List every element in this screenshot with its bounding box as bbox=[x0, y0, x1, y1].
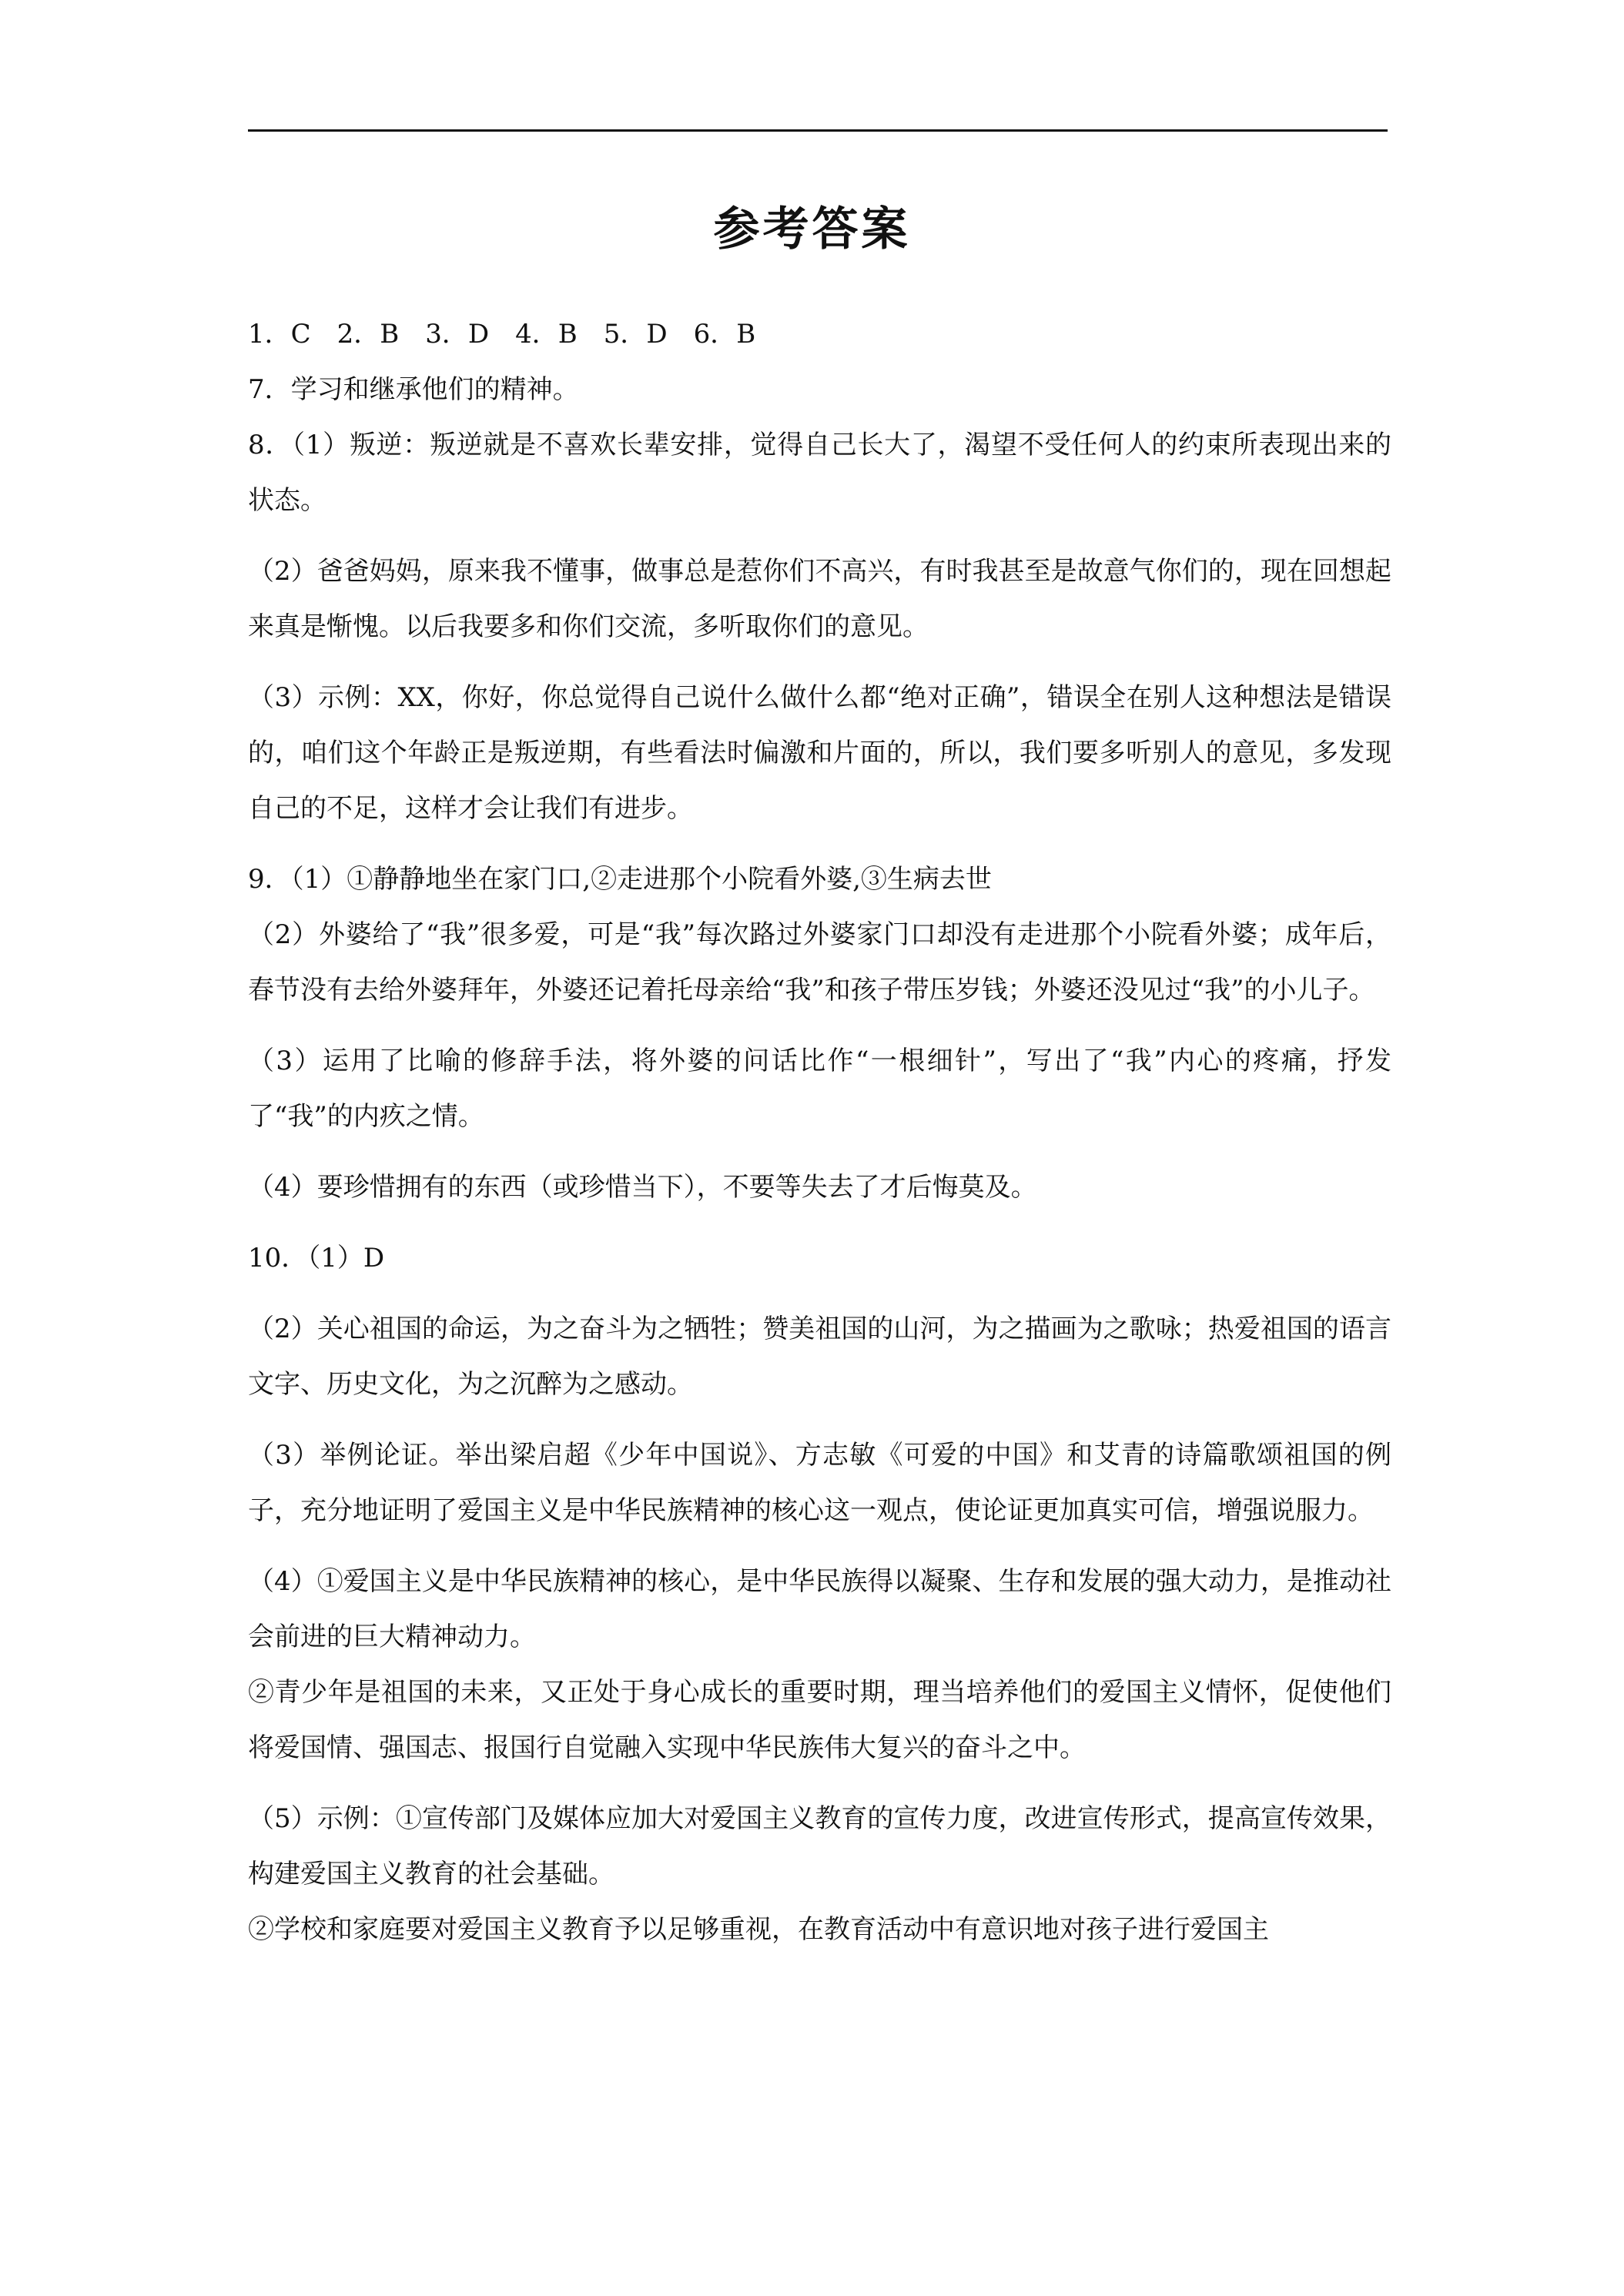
header-rule bbox=[248, 129, 1388, 132]
answer-9-2: （2）外婆给了“我”很多爱，可是“我”每次路过外婆家门口却没有走进那个小院看外婆；成年后，春节没有去给外婆拜年，外婆还记着托母亲给“我”和孩子带压岁钱；外婆还没见过“我”的小儿子。 bbox=[248, 919, 1391, 1006]
answer-10-2: （2）关心祖国的命运，为之奋斗为之牺牲；赞美祖国的山河，为之描画为之歌咏；热爱祖国的语言文字、历史文化，为之沉醉为之感动。 bbox=[248, 1314, 1391, 1400]
answer-10-3: （3）举例论证。举出梁启超《少年中国说》、方志敏《可爱的中国》和艾青的诗篇歌颂祖国的例子，充分地证明了爱国主义是中华民族精神的核心这一观点，使论证更加真实可信，增强说服力。 bbox=[248, 1440, 1391, 1526]
answer-10-1: 10．（1）D bbox=[248, 1243, 385, 1274]
answer-9-1: 9．（1）①静静地坐在家门口,②走进那个小院看外婆,③生病去世 bbox=[248, 864, 992, 895]
answer-8-3: （3）示例：XX，你好，你总觉得自己说什么做什么都“绝对正确”，错误全在别人这种想法是错误的，咱们这个年龄正是叛逆期，有些看法时偏激和片面的，所以，我们要多听别人的意见，多发现自己的不足，这样才会让我们有进步。 bbox=[248, 682, 1391, 824]
answer-10-5-a: （5）示例：①宣传部门及媒体应加大对爱国主义教育的宣传力度，改进宣传形式，提高宣传效果，构建爱国主义教育的社会基础。 bbox=[248, 1803, 1391, 1889]
answer-8-1: 8．（1）叛逆：叛逆就是不喜欢长辈安排，觉得自己长大了，渴望不受任何人的约束所表现出来的状态。 bbox=[248, 430, 1391, 516]
answer-10-4-b: ②青少年是祖国的未来，又正处于身心成长的重要时期，理当培养他们的爱国主义情怀，促使他们将爱国情、强国志、报国行自觉融入实现中华民族伟大复兴的奋斗之中。 bbox=[248, 1677, 1391, 1763]
answer-9-4: （4）要珍惜拥有的东西（或珍惜当下），不要等失去了才后悔莫及。 bbox=[248, 1172, 1037, 1203]
answer-1-6: 1．C 2．B 3．D 4．B 5．D 6．B bbox=[248, 319, 756, 350]
answer-10-4-a: （4）①爱国主义是中华民族精神的核心，是中华民族得以凝聚、生存和发展的强大动力，是推动社会前进的巨大精神动力。 bbox=[248, 1566, 1391, 1652]
answer-9-3: （3）运用了比喻的修辞手法，将外婆的问话比作“一根细针”，写出了“我”内心的疼痛，抒发了“我”的内疚之情。 bbox=[248, 1046, 1391, 1132]
answer-10-5-b: ②学校和家庭要对爱国主义教育予以足够重视，在教育活动中有意识地对孩子进行爱国主 bbox=[248, 1914, 1269, 1945]
answers-section bbox=[248, 306, 1391, 1957]
answer-7: 7．学习和继承他们的精神。 bbox=[248, 374, 579, 405]
page-title: 参考答案 bbox=[713, 202, 911, 256]
answer-8-2: （2）爸爸妈妈，原来我不懂事，做事总是惹你们不高兴，有时我甚至是故意气你们的，现在回想起来真是惭愧。以后我要多和你们交流，多听取你们的意见。 bbox=[248, 556, 1391, 642]
